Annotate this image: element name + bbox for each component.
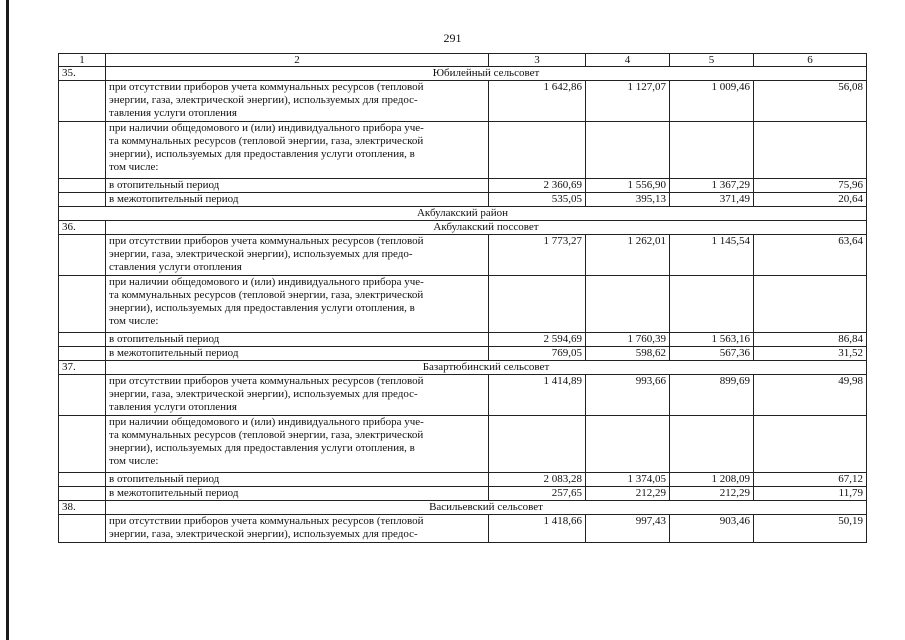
value-cell: 63,64 (754, 235, 867, 276)
description-cell: в отопительный период (106, 333, 489, 347)
col-header-6: 6 (754, 54, 867, 67)
blank-cell (59, 416, 106, 473)
value-cell: 1 418,66 (489, 515, 586, 543)
description-cell: в отопительный период (106, 179, 489, 193)
blank-cell (59, 333, 106, 347)
description-cell: в межотопительный период (106, 193, 489, 207)
value-cell: 903,46 (670, 515, 754, 543)
value-cell: 2 083,28 (489, 473, 586, 487)
blank-cell (489, 122, 586, 179)
blank-cell (586, 416, 670, 473)
description-cell: при отсутствии приборов учета коммунальных ресурсов (тепловой энергии, газа, электрической энергии), используемых для предо- ставления услуги отопления (106, 235, 489, 276)
blank-cell (59, 515, 106, 543)
blank-cell (59, 487, 106, 501)
blank-cell (59, 235, 106, 276)
value-cell: 993,66 (586, 375, 670, 416)
value-cell: 56,08 (754, 81, 867, 122)
col-header-2: 2 (106, 54, 489, 67)
blank-cell (59, 193, 106, 207)
value-cell: 769,05 (489, 347, 586, 361)
table-row (59, 515, 867, 543)
blank-cell (670, 122, 754, 179)
blank-cell (489, 416, 586, 473)
table-row (59, 333, 867, 347)
section-row (59, 221, 867, 235)
section-name: Акбулакский поссовет (106, 221, 867, 235)
value-cell: 535,05 (489, 193, 586, 207)
section-number: 36. (59, 221, 106, 235)
description-cell: при наличии общедомового и (или) индивидуального прибора уче- та коммунальных ресурсов (тепловой энергии, газа, электрической энергии), используемых для предоставления услуги отопления, в том числе: (106, 122, 489, 179)
blank-cell (59, 81, 106, 122)
value-cell: 67,12 (754, 473, 867, 487)
value-cell: 50,19 (754, 515, 867, 543)
description-cell: при отсутствии приборов учета коммунальных ресурсов (тепловой энергии, газа, электрической энергии), используемых для предос- тавления услуги отопления (106, 375, 489, 416)
blank-cell (59, 122, 106, 179)
value-cell: 1 127,07 (586, 81, 670, 122)
value-cell: 1 145,54 (670, 235, 754, 276)
blank-cell (754, 276, 867, 333)
value-cell: 49,98 (754, 375, 867, 416)
section-number: 38. (59, 501, 106, 515)
description-cell: в отопительный период (106, 473, 489, 487)
section-name: Базартюбинский сельсовет (106, 361, 867, 375)
value-cell: 598,62 (586, 347, 670, 361)
value-cell: 2 360,69 (489, 179, 586, 193)
table-row (59, 473, 867, 487)
value-cell: 212,29 (586, 487, 670, 501)
value-cell: 1 374,05 (586, 473, 670, 487)
table-row (59, 235, 867, 276)
value-cell: 1 773,27 (489, 235, 586, 276)
table-row (59, 416, 867, 473)
blank-cell (59, 473, 106, 487)
blank-cell (59, 179, 106, 193)
blank-cell (59, 375, 106, 416)
blank-cell (586, 122, 670, 179)
value-cell: 1 367,29 (670, 179, 754, 193)
district-name: Акбулакский район (59, 207, 867, 221)
value-cell: 371,49 (670, 193, 754, 207)
table-row (59, 276, 867, 333)
value-cell: 567,36 (670, 347, 754, 361)
scan-edge (6, 0, 9, 640)
description-cell: при отсутствии приборов учета коммунальных ресурсов (тепловой энергии, газа, электрической энергии), используемых для предос- (106, 515, 489, 543)
blank-cell (754, 122, 867, 179)
value-cell: 1 642,86 (489, 81, 586, 122)
value-cell: 1 208,09 (670, 473, 754, 487)
table-row (59, 193, 867, 207)
col-header-4: 4 (586, 54, 670, 67)
blank-cell (59, 347, 106, 361)
description-cell: при наличии общедомового и (или) индивидуального прибора уче- та коммунальных ресурсов (тепловой энергии, газа, электрической энергии), используемых для предоставления услуги отопления, в том числе: (106, 416, 489, 473)
description-cell: в межотопительный период (106, 347, 489, 361)
header-row (59, 54, 867, 67)
value-cell: 1 414,89 (489, 375, 586, 416)
section-number: 35. (59, 67, 106, 81)
blank-cell (59, 276, 106, 333)
value-cell: 11,79 (754, 487, 867, 501)
value-cell: 75,96 (754, 179, 867, 193)
value-cell: 395,13 (586, 193, 670, 207)
value-cell: 20,64 (754, 193, 867, 207)
value-cell: 1 262,01 (586, 235, 670, 276)
col-header-1: 1 (59, 54, 106, 67)
section-name: Васильевский сельсовет (106, 501, 867, 515)
value-cell: 1 760,39 (586, 333, 670, 347)
blank-cell (586, 276, 670, 333)
section-number: 37. (59, 361, 106, 375)
description-cell: в межотопительный период (106, 487, 489, 501)
value-cell: 257,65 (489, 487, 586, 501)
tariff-table (58, 53, 867, 543)
blank-cell (489, 276, 586, 333)
section-row (59, 361, 867, 375)
value-cell: 997,43 (586, 515, 670, 543)
section-row (59, 501, 867, 515)
value-cell: 31,52 (754, 347, 867, 361)
value-cell: 899,69 (670, 375, 754, 416)
blank-cell (670, 416, 754, 473)
table-row (59, 347, 867, 361)
value-cell: 1 563,16 (670, 333, 754, 347)
table-row (59, 375, 867, 416)
col-header-3: 3 (489, 54, 586, 67)
district-row (59, 207, 867, 221)
table-row (59, 81, 867, 122)
value-cell: 1 556,90 (586, 179, 670, 193)
table-row (59, 487, 867, 501)
value-cell: 2 594,69 (489, 333, 586, 347)
col-header-5: 5 (670, 54, 754, 67)
section-row (59, 67, 867, 81)
value-cell: 1 009,46 (670, 81, 754, 122)
blank-cell (754, 416, 867, 473)
value-cell: 86,84 (754, 333, 867, 347)
table-row (59, 179, 867, 193)
value-cell: 212,29 (670, 487, 754, 501)
table-row (59, 122, 867, 179)
description-cell: при наличии общедомового и (или) индивидуального прибора уче- та коммунальных ресурсов (тепловой энергии, газа, электрической энергии), используемых для предоставления услуги отопления, в том числе: (106, 276, 489, 333)
description-cell: при отсутствии приборов учета коммунальных ресурсов (тепловой энергии, газа, электрической энергии), используемых для предос- тавления услуги отопления (106, 81, 489, 122)
blank-cell (670, 276, 754, 333)
section-name: Юбилейный сельсовет (106, 67, 867, 81)
page-number: 291 (443, 31, 462, 45)
